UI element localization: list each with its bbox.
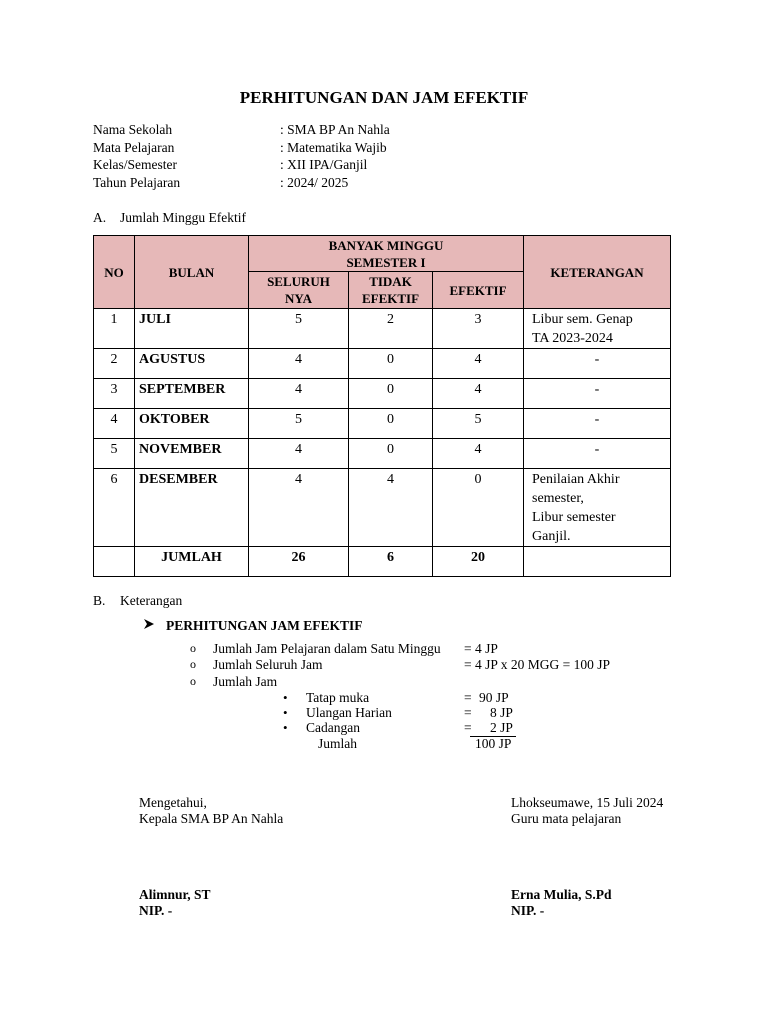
cell-efektif: 4 [433, 379, 524, 409]
cell-keterangan [524, 469, 671, 547]
sign-right-line1: Lhokseumawe, 15 Juli 2024 [511, 795, 664, 810]
info-value-school: : SMA BP An Nahla [280, 122, 390, 137]
cell-bulan: JULI [135, 309, 249, 349]
cell-bulan: AGUSTUS [135, 349, 249, 379]
sub-item-label: Cadangan [306, 720, 360, 735]
cell-efektif: 3 [433, 309, 524, 349]
info-label-class: Kelas/Semester [93, 157, 177, 172]
dot-bullet-icon: • [283, 720, 288, 735]
circle-bullet-icon: o [190, 674, 196, 688]
header-group [249, 236, 524, 272]
cell-keterangan: - [524, 379, 671, 409]
info-label-year: Tahun Pelajaran [93, 175, 181, 190]
keterangan-line: Ganjil. [532, 529, 571, 544]
sub-item-eq: = [464, 690, 472, 705]
header-seluruh [249, 272, 349, 309]
item-value: = 4 JP [464, 641, 498, 656]
keterangan-line: Libur sem. Genap [532, 312, 633, 327]
sub-item-value: 2 JP [490, 720, 513, 735]
cell-efektif: 0 [433, 469, 524, 547]
cell-efektif: 5 [433, 409, 524, 439]
sign-right-line2: Guru mata pelajaran [511, 811, 622, 826]
item-value: = 4 JP x 20 MGG = 100 JP [464, 657, 611, 672]
table-row [94, 309, 671, 349]
table-row [94, 379, 671, 409]
jam-efektif-heading: PERHITUNGAN JAM EFEKTIF [166, 618, 363, 633]
cell-seluruh: 4 [249, 469, 349, 547]
header-bulan: BULAN [135, 236, 249, 309]
circle-bullet-icon: o [190, 641, 196, 655]
section-b-title: Keterangan [120, 593, 183, 608]
cell-seluruh: 4 [249, 349, 349, 379]
sub-item-value: 8 JP [490, 705, 513, 720]
cell-total-no [94, 547, 135, 577]
dot-bullet-icon: • [283, 690, 288, 705]
cell-no: 6 [94, 469, 135, 547]
sub-item-label: Tatap muka [306, 690, 370, 705]
item-label: Jumlah Seluruh Jam [213, 657, 323, 672]
total-label: Jumlah [318, 736, 357, 751]
item-label: Jumlah Jam Pelajaran dalam Satu Minggu [213, 641, 441, 656]
circle-bullet-icon: o [190, 657, 196, 671]
cell-no: 1 [94, 309, 135, 349]
cell-bulan: OKTOBER [135, 409, 249, 439]
sign-right-name: Erna Mulia, S.Pd [511, 887, 612, 902]
cell-no: 2 [94, 349, 135, 379]
cell-total-tidak: 6 [349, 547, 433, 577]
keterangan-line: Penilaian Akhir [532, 472, 620, 487]
sign-left-line1: Mengetahui, [139, 795, 207, 810]
info-value-year: : 2024/ 2025 [280, 175, 349, 190]
cell-tidak: 0 [349, 349, 433, 379]
table-row [94, 439, 671, 469]
cell-bulan: DESEMBER [135, 469, 249, 547]
cell-no: 4 [94, 409, 135, 439]
header-seluruh-line1: SELURUH [267, 274, 330, 289]
info-label-school: Nama Sekolah [93, 122, 173, 137]
header-efektif: EFEKTIF [433, 272, 524, 309]
cell-seluruh: 4 [249, 379, 349, 409]
header-group-line2: SEMESTER I [346, 254, 426, 270]
sign-left-nip: NIP. - [139, 903, 173, 918]
keterangan-line: TA 2023-2024 [532, 331, 613, 346]
header-tidak-line1: TIDAK [369, 274, 412, 289]
cell-bulan: SEPTEMBER [135, 379, 249, 409]
cell-keterangan: - [524, 439, 671, 469]
header-tidak [349, 272, 433, 309]
document-title: PERHITUNGAN DAN JAM EFEKTIF [239, 88, 529, 107]
keterangan-line: semester, [532, 491, 584, 506]
header-seluruh-line2: NYA [285, 291, 312, 306]
header-tidak-line2: EFEKTIF [361, 291, 420, 306]
table-row [94, 469, 671, 547]
cell-keterangan [524, 309, 671, 349]
cell-keterangan: - [524, 349, 671, 379]
section-b-marker: B. [93, 593, 106, 608]
section-a-title: Jumlah Minggu Efektif [120, 210, 246, 225]
table-row [94, 349, 671, 379]
sub-item-label: Ulangan Harian [306, 705, 392, 720]
cell-tidak: 4 [349, 469, 433, 547]
table-row [94, 409, 671, 439]
header-keterangan: KETERANGAN [524, 236, 671, 309]
cell-efektif: 4 [433, 349, 524, 379]
dot-bullet-icon: • [283, 705, 288, 720]
cell-seluruh: 5 [249, 409, 349, 439]
cell-no: 5 [94, 439, 135, 469]
header-no: NO [94, 236, 135, 309]
cell-keterangan: - [524, 409, 671, 439]
cell-tidak: 2 [349, 309, 433, 349]
cell-tidak: 0 [349, 409, 433, 439]
table-total-row [94, 547, 671, 577]
sub-item-eq: = [464, 720, 472, 735]
sign-left-name: Alimnur, ST [139, 887, 211, 902]
info-value-subject: : Matematika Wajib [280, 140, 387, 155]
sub-item-value: 90 JP [479, 690, 509, 705]
cell-total-keterangan [524, 547, 671, 577]
arrow-bullet-icon [143, 618, 155, 634]
cell-no: 3 [94, 379, 135, 409]
sign-right-nip: NIP. - [511, 903, 545, 918]
cell-total-seluruh: 26 [249, 547, 349, 577]
info-label-subject: Mata Pelajaran [93, 140, 175, 155]
cell-tidak: 0 [349, 439, 433, 469]
cell-seluruh: 4 [249, 439, 349, 469]
total-value: 100 JP [475, 736, 512, 751]
header-group-line1: BANYAK MINGGU [328, 237, 444, 253]
cell-tidak: 0 [349, 379, 433, 409]
effective-weeks-table [93, 235, 671, 577]
cell-bulan: NOVEMBER [135, 439, 249, 469]
cell-seluruh: 5 [249, 309, 349, 349]
item-label: Jumlah Jam [213, 674, 278, 689]
sub-item-eq: = [464, 705, 472, 720]
keterangan-line: Libur semester [532, 510, 616, 525]
section-a-marker: A. [93, 210, 107, 225]
sign-left-line2: Kepala SMA BP An Nahla [139, 811, 284, 826]
cell-total-efektif: 20 [433, 547, 524, 577]
cell-total-label: JUMLAH [135, 547, 249, 577]
info-value-class: : XII IPA/Ganjil [280, 157, 368, 172]
cell-efektif: 4 [433, 439, 524, 469]
